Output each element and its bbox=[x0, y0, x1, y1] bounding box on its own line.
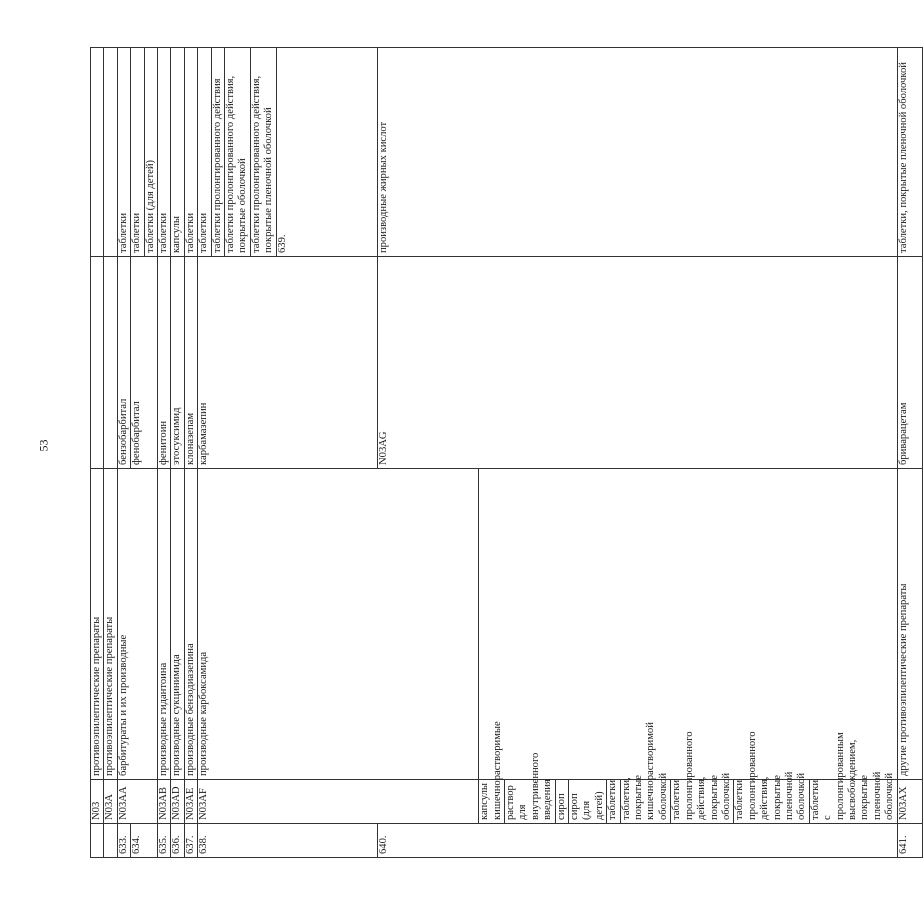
row-number: 637. bbox=[184, 824, 197, 858]
dosage-form: таблетки (для детей) bbox=[144, 48, 157, 257]
dosage-form: таблетки bbox=[607, 780, 620, 824]
dosage-form: таблетки bbox=[158, 48, 171, 257]
row-number: 633. bbox=[117, 824, 130, 858]
dosage-form: таблетки с пролонгированным высвобождением, покрытые пленочной оболочкой bbox=[809, 780, 897, 824]
atc-code: N03AB bbox=[158, 780, 171, 824]
row-number: 635. bbox=[158, 824, 171, 858]
dosage-form: сироп bbox=[555, 780, 568, 824]
drug-name bbox=[104, 257, 117, 469]
dosage-form bbox=[104, 48, 117, 257]
dosage-form: таблетки пролонгированного действия bbox=[211, 48, 224, 257]
row-number: 634. bbox=[131, 824, 158, 858]
dosage-form: таблетки пролонгированного действия, покрытые оболочкой bbox=[225, 48, 251, 257]
atc-group-name: барбитураты и их производные bbox=[117, 469, 157, 780]
page-number: 53 bbox=[36, 439, 51, 452]
medicines-table bbox=[90, 47, 923, 858]
drug-name: бензобарбитал bbox=[117, 257, 130, 469]
drug-name: этосуксимид bbox=[171, 257, 184, 469]
dosage-form: таблетки пролонгированного действия, покрытые пленочной оболочкой bbox=[250, 48, 276, 257]
row-number bbox=[104, 824, 117, 858]
dosage-form: таблетки bbox=[131, 48, 144, 257]
dosage-form: капсулы кишечнорастворимые bbox=[479, 780, 505, 824]
row-number: 639. bbox=[276, 48, 377, 257]
drug-name: клоназепам bbox=[184, 257, 197, 469]
dosage-form: таблетки bbox=[184, 48, 197, 257]
dosage-form: таблетки пролонгированного действия, покрытые пленочной оболочкой bbox=[734, 780, 809, 824]
table-row bbox=[117, 48, 130, 858]
table-row bbox=[184, 48, 197, 858]
atc-code: N03AE bbox=[184, 780, 197, 824]
drug-name: карбамазепин bbox=[198, 257, 378, 469]
dosage-form: сироп (для детей) bbox=[569, 780, 607, 824]
atc-code: N03AD bbox=[171, 780, 184, 824]
atc-group-name: производные жирных кислот bbox=[377, 48, 897, 257]
dosage-form: таблетки bbox=[117, 48, 130, 257]
dosage-form: таблетки пролонгированного действия, покрытые оболочкой bbox=[671, 780, 734, 824]
rotated-table-container bbox=[90, 48, 909, 858]
atc-group-name: другие противоэпилептические препараты bbox=[897, 469, 923, 780]
dosage-form: раствор для внутривенного введения bbox=[505, 780, 556, 824]
drug-name bbox=[91, 257, 104, 469]
row-number bbox=[91, 824, 104, 858]
dosage-form: таблетки, покрытые пленочной оболочкой bbox=[897, 48, 923, 257]
table-row bbox=[104, 48, 117, 858]
atc-code: N03A bbox=[104, 780, 117, 824]
atc-code: N03AF bbox=[198, 780, 479, 824]
dosage-form: таблетки bbox=[198, 48, 211, 257]
atc-group-name: производные бензодиазепина bbox=[184, 469, 197, 780]
row-number: 636. bbox=[171, 824, 184, 858]
dosage-form: таблетки, покрытые кишечнорастворимой оболочкой bbox=[620, 780, 671, 824]
atc-code: N03 bbox=[91, 780, 104, 824]
drug-name: фенобарбитал bbox=[131, 257, 158, 469]
drug-name: бриварацетам bbox=[897, 257, 923, 469]
dosage-form: капсулы bbox=[171, 48, 184, 257]
atc-group-name: противоэпилептические препараты bbox=[91, 469, 104, 780]
table-row bbox=[91, 48, 104, 858]
dosage-form bbox=[91, 48, 104, 257]
atc-group-name: производные карбоксамида bbox=[198, 469, 479, 780]
row-number: 638. bbox=[198, 824, 378, 858]
atc-group-name: производные гидантоина bbox=[158, 469, 171, 780]
atc-group-name: производные сукцинимида bbox=[171, 469, 184, 780]
table-row bbox=[158, 48, 171, 858]
table-row bbox=[171, 48, 184, 858]
table-row bbox=[897, 48, 923, 858]
row-number: 640. bbox=[377, 824, 897, 858]
table-row bbox=[198, 48, 211, 858]
drug-name: фенитоин bbox=[158, 257, 171, 469]
atc-code: N03AX bbox=[897, 780, 923, 824]
row-number: 641. bbox=[897, 824, 923, 858]
atc-group-name: противоэпилептические препараты bbox=[104, 469, 117, 780]
atc-code: N03AG bbox=[377, 257, 897, 469]
atc-code: N03AA bbox=[117, 780, 157, 824]
